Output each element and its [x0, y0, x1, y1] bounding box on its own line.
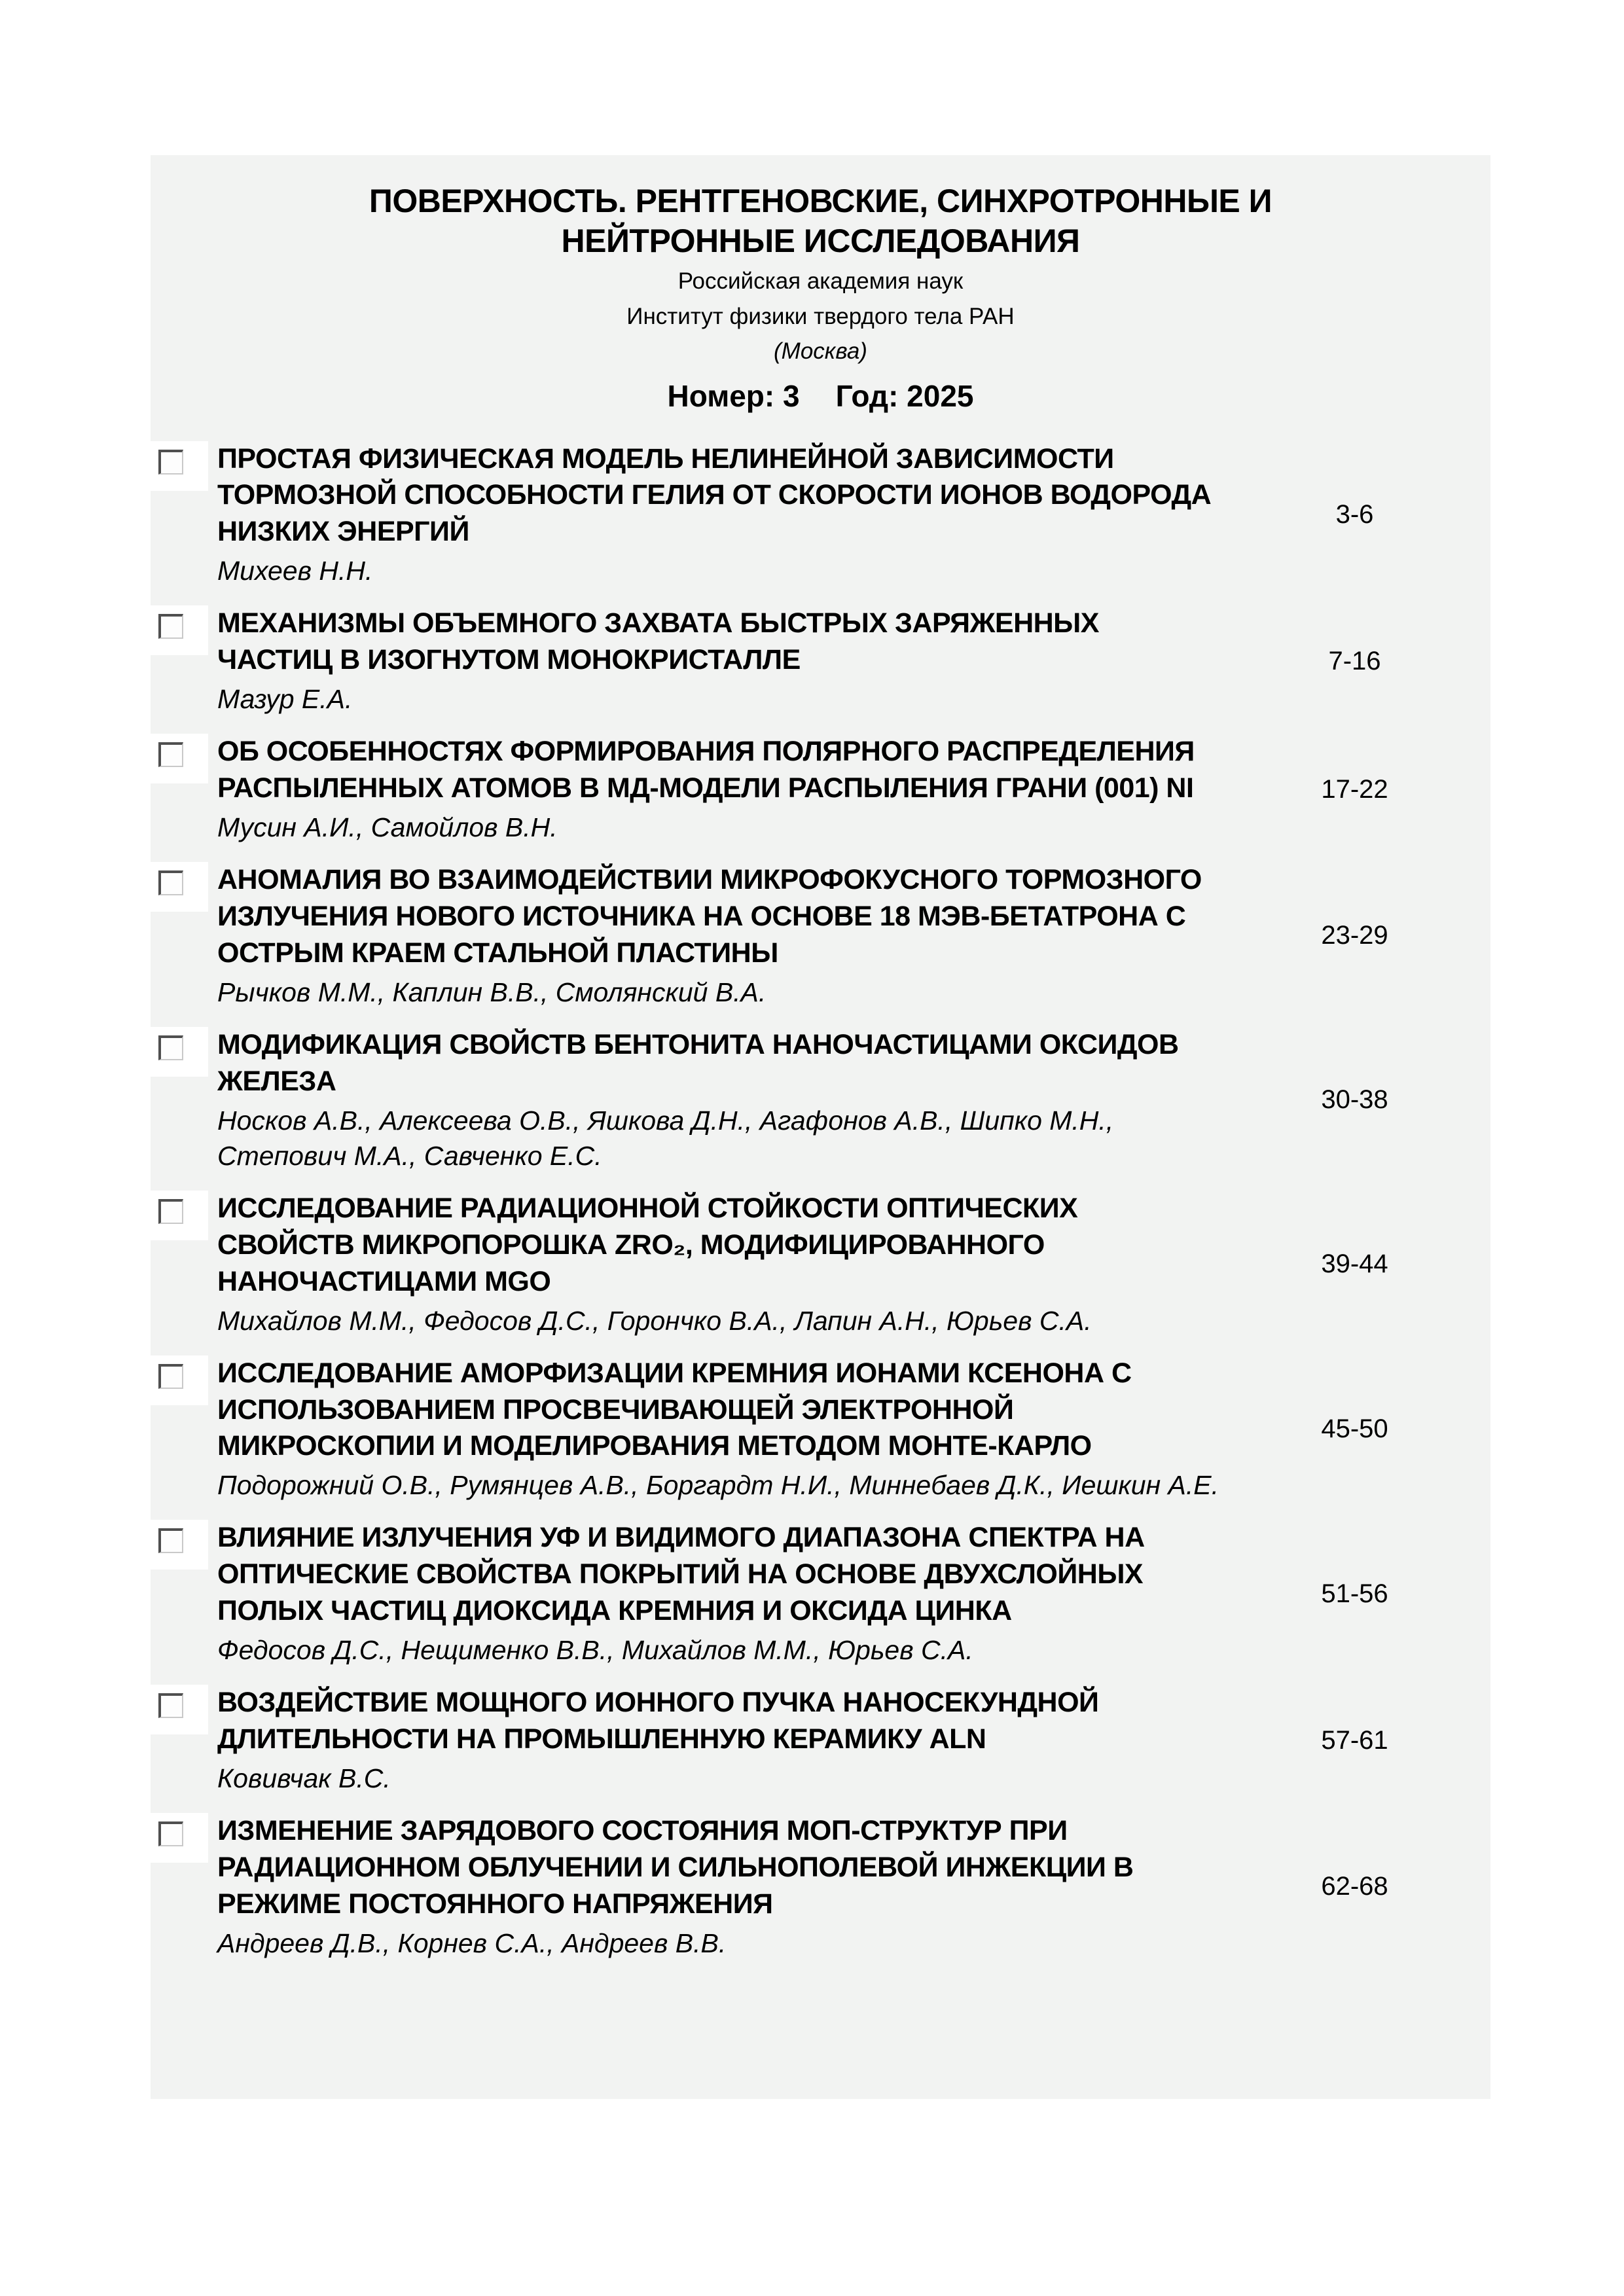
checkbox-cell: [151, 1685, 208, 1734]
article-authors: Федосов Д.С., Нещименко В.В., Михайлов М.М., Юрьев С.А.: [217, 1635, 973, 1666]
article-text-block: [217, 441, 1219, 589]
article-checkbox-icon[interactable]: [158, 1364, 183, 1389]
article-authors: Михайлов М.М., Федосов Д.С., Горончко В.А., Лапин А.Н., Юрьев С.А.: [217, 1305, 1092, 1336]
article-pages: 17-22: [1321, 774, 1388, 804]
issue-number-label: Номер: 3: [667, 378, 800, 413]
checkbox-cell: [151, 1027, 208, 1077]
content-panel: [151, 155, 1490, 2099]
article-title: ИССЛЕДОВАНИЕ РАДИАЦИОННОЙ СТОЙКОСТИ ОПТИЧЕСКИХ СВОЙСТВ МИКРОПОРОШКА ZRO₂, МОДИФИЦИРОВАННОГО НАНОЧАСТИЦАМИ MGO: [217, 1192, 1078, 1297]
article-authors: Рычков М.М., Каплин В.В., Смолянский В.А.: [217, 977, 767, 1007]
article-title: ИЗМЕНЕНИЕ ЗАРЯДОВОГО СОСТОЯНИЯ МОП-СТРУКТУР ПРИ РАДИАЦИОННОМ ОБЛУЧЕНИИ И СИЛЬНОПОЛЕВОЙ ИНЖЕКЦИИ В РЕЖИМЕ ПОСТОЯННОГО НАПРЯЖЕНИЯ: [217, 1815, 1134, 1920]
article-text-block: [217, 605, 1219, 717]
article-checkbox-icon[interactable]: [158, 742, 183, 767]
article-pages: 30-38: [1321, 1085, 1388, 1115]
article-text-block: [217, 1813, 1219, 1961]
article-checkbox-icon[interactable]: [158, 1035, 183, 1060]
article-text-block: [217, 1685, 1219, 1796]
article-title: ОБ ОСОБЕННОСТЯХ ФОРМИРОВАНИЯ ПОЛЯРНОГО РАСПРЕДЕЛЕНИЯ РАСПЫЛЕННЫХ АТОМОВ В МД-МОДЕЛИ РАСПЫЛЕНИЯ ГРАНИ (001) NI: [217, 736, 1195, 804]
article-text-block: [217, 1191, 1219, 1338]
article-row: [151, 441, 1490, 589]
city-name: (Москва): [774, 338, 867, 364]
article-pages: 39-44: [1321, 1249, 1388, 1279]
article-checkbox-icon[interactable]: [158, 1693, 183, 1718]
checkbox-cell: [151, 605, 208, 655]
article-title: МОДИФИКАЦИЯ СВОЙСТВ БЕНТОНИТА НАНОЧАСТИЦАМИ ОКСИДОВ ЖЕЛЕЗА: [217, 1028, 1179, 1097]
article-pages: 3-6: [1335, 499, 1374, 529]
article-authors: Андреев Д.В., Корнев С.А., Андреев В.В.: [217, 1928, 727, 1958]
article-checkbox-icon[interactable]: [158, 450, 183, 475]
article-text-block: [217, 862, 1219, 1010]
checkbox-cell: [151, 862, 208, 912]
article-row: [151, 1355, 1490, 1503]
article-text-block: [217, 1355, 1219, 1503]
article-text-block: [217, 1027, 1219, 1174]
checkbox-cell: [151, 1191, 208, 1240]
article-authors: Носков А.В., Алексеева О.В., Яшкова Д.Н., Агафонов А.В., Шипко М.Н., Степович М.А., Савченко Е.С.: [217, 1105, 1114, 1171]
article-title: ПРОСТАЯ ФИЗИЧЕСКАЯ МОДЕЛЬ НЕЛИНЕЙНОЙ ЗАВИСИМОСТИ ТОРМОЗНОЙ СПОСОБНОСТИ ГЕЛИЯ ОТ СКОРОСТИ ИОНОВ ВОДОРОДА НИЗКИХ ЭНЕРГИЙ: [217, 442, 1212, 548]
article-authors: Мазур Е.А.: [217, 684, 353, 715]
article-title: АНОМАЛИЯ ВО ВЗАИМОДЕЙСТВИИ МИКРОФОКУСНОГО ТОРМОЗНОГО ИЗЛУЧЕНИЯ НОВОГО ИСТОЧНИКА НА ОСНОВЕ 18 МЭВ-БЕТАТРОНА С ОСТРЫМ КРАЕМ СТАЛЬНОЙ ПЛАСТИНЫ: [217, 864, 1202, 969]
article-title: МЕХАНИЗМЫ ОБЪЕМНОГО ЗАХВАТА БЫСТРЫХ ЗАРЯЖЕННЫХ ЧАСТИЦ В ИЗОГНУТОМ МОНОКРИСТАЛЛЕ: [217, 607, 1099, 676]
journal-title: ПОВЕРХНОСТЬ. РЕНТГЕНОВСКИЕ, СИНХРОТРОННЫЕ И НЕЙТРОННЫЕ ИССЛЕДОВАНИЯ: [369, 183, 1272, 259]
article-title: ВЛИЯНИЕ ИЗЛУЧЕНИЯ УФ И ВИДИМОГО ДИАПАЗОНА СПЕКТРА НА ОПТИЧЕСКИЕ СВОЙСТВА ПОКРЫТИЙ НА ОСНОВЕ ДВУХСЛОЙНЫХ ПОЛЫХ ЧАСТИЦ ДИОКСИДА КРЕМНИЯ И ОКСИДА ЦИНКА: [217, 1522, 1145, 1627]
article-checkbox-icon[interactable]: [158, 1199, 183, 1224]
article-row: [151, 734, 1490, 845]
checkbox-cell: [151, 1520, 208, 1570]
checkbox-cell: [151, 441, 208, 491]
article-authors: Михеев Н.Н.: [217, 556, 373, 586]
issue-year-line: [151, 378, 1490, 414]
checkbox-cell: [151, 1355, 208, 1405]
article-pages: 45-50: [1321, 1414, 1388, 1444]
journal-header: [151, 155, 1490, 414]
article-pages: 62-68: [1321, 1872, 1388, 1901]
issue-year-label: Год: 2025: [835, 378, 974, 413]
article-row: [151, 1191, 1490, 1338]
article-row: [151, 1685, 1490, 1796]
article-checkbox-icon[interactable]: [158, 1528, 183, 1553]
article-pages: 7-16: [1328, 646, 1381, 675]
article-row: [151, 1520, 1490, 1668]
article-row: [151, 862, 1490, 1010]
articles-list: [151, 441, 1490, 1961]
article-text-block: [217, 1520, 1219, 1668]
checkbox-cell: [151, 1813, 208, 1863]
article-checkbox-icon[interactable]: [158, 1821, 183, 1846]
academy-name: Российская академия наук: [677, 268, 964, 294]
article-authors: Подорожний О.В., Румянцев А.В., Боргардт Н.И., Миннебаев Д.К., Иешкин А.Е.: [217, 1470, 1219, 1501]
article-checkbox-icon[interactable]: [158, 614, 183, 639]
article-pages: 51-56: [1321, 1579, 1388, 1608]
article-text-block: [217, 734, 1219, 845]
article-authors: Ковивчак В.С.: [217, 1763, 391, 1793]
article-row: [151, 1027, 1490, 1174]
article-pages: 57-61: [1321, 1725, 1388, 1755]
article-row: [151, 605, 1490, 717]
article-pages: 23-29: [1321, 921, 1388, 950]
article-checkbox-icon[interactable]: [158, 870, 183, 895]
article-title: ВОЗДЕЙСТВИЕ МОЩНОГО ИОННОГО ПУЧКА НАНОСЕКУНДНОЙ ДЛИТЕЛЬНОСТИ НА ПРОМЫШЛЕННУЮ КЕРАМИКУ ALN: [217, 1687, 1099, 1755]
checkbox-cell: [151, 734, 208, 783]
article-authors: Мусин А.И., Самойлов В.Н.: [217, 812, 558, 842]
article-title: ИССЛЕДОВАНИЕ АМОРФИЗАЦИИ КРЕМНИЯ ИОНАМИ КСЕНОНА С ИСПОЛЬЗОВАНИЕМ ПРОСВЕЧИВАЮЩЕЙ ЭЛЕКТРОННОЙ МИКРОСКОПИИ И МОДЕЛИРОВАНИЯ МЕТОДОМ МОНТЕ-КАРЛО: [217, 1357, 1132, 1462]
institute-name: Институт физики твердого тела РАН: [626, 303, 1015, 329]
article-row: [151, 1813, 1490, 1961]
